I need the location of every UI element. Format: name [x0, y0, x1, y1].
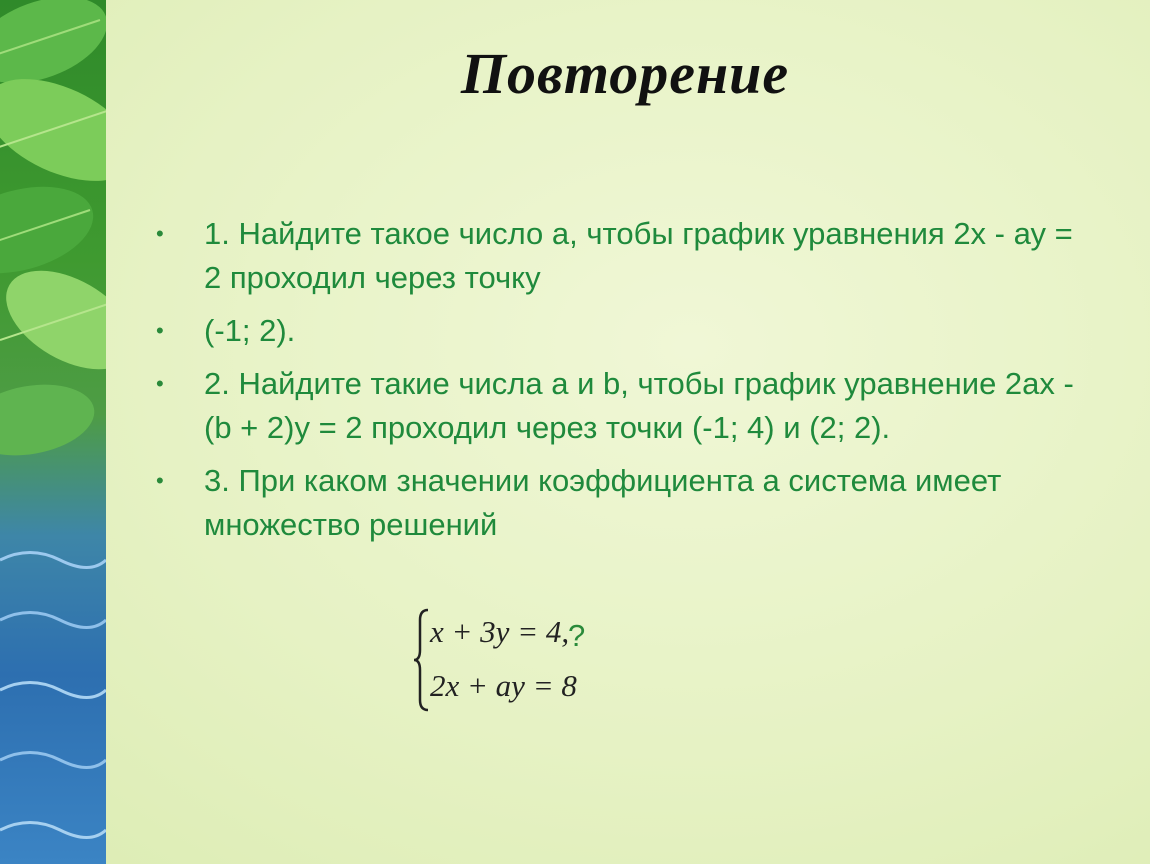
bullet-list [150, 212, 1090, 556]
bullet-icon: • [156, 221, 164, 246]
bullet-icon: • [156, 318, 164, 343]
item-text: 3. При каком значении коэффициента а система имеет множество решений [204, 463, 1002, 542]
item-text: (-1; 2). [204, 313, 296, 348]
question-mark: ? [568, 618, 586, 653]
curly-brace-icon [412, 608, 430, 712]
equation-system [412, 608, 602, 712]
list-item [150, 459, 1090, 547]
bullet-icon: • [156, 371, 164, 396]
list-item [150, 212, 1090, 300]
leaves-illustration [0, 0, 106, 864]
item-text: 2. Найдите такие числа а и b, чтобы график уравнение 2ах - (b + 2)у = 2 проходил через точки (-1; 4) и (2; 2). [204, 366, 1074, 445]
equation-1: x + 3y = 4, [430, 614, 570, 649]
list-item [150, 362, 1090, 450]
slide-title: Повторение [460, 41, 790, 106]
decorative-leaf-water-strip [0, 0, 106, 864]
list-item [150, 309, 1090, 353]
item-text: 1. Найдите такое число а, чтобы график уравнения 2х - ау = 2 проходил через точку [204, 216, 1073, 295]
equation-2: 2x + ay = 8 [430, 668, 577, 703]
bullet-icon: • [156, 468, 164, 493]
